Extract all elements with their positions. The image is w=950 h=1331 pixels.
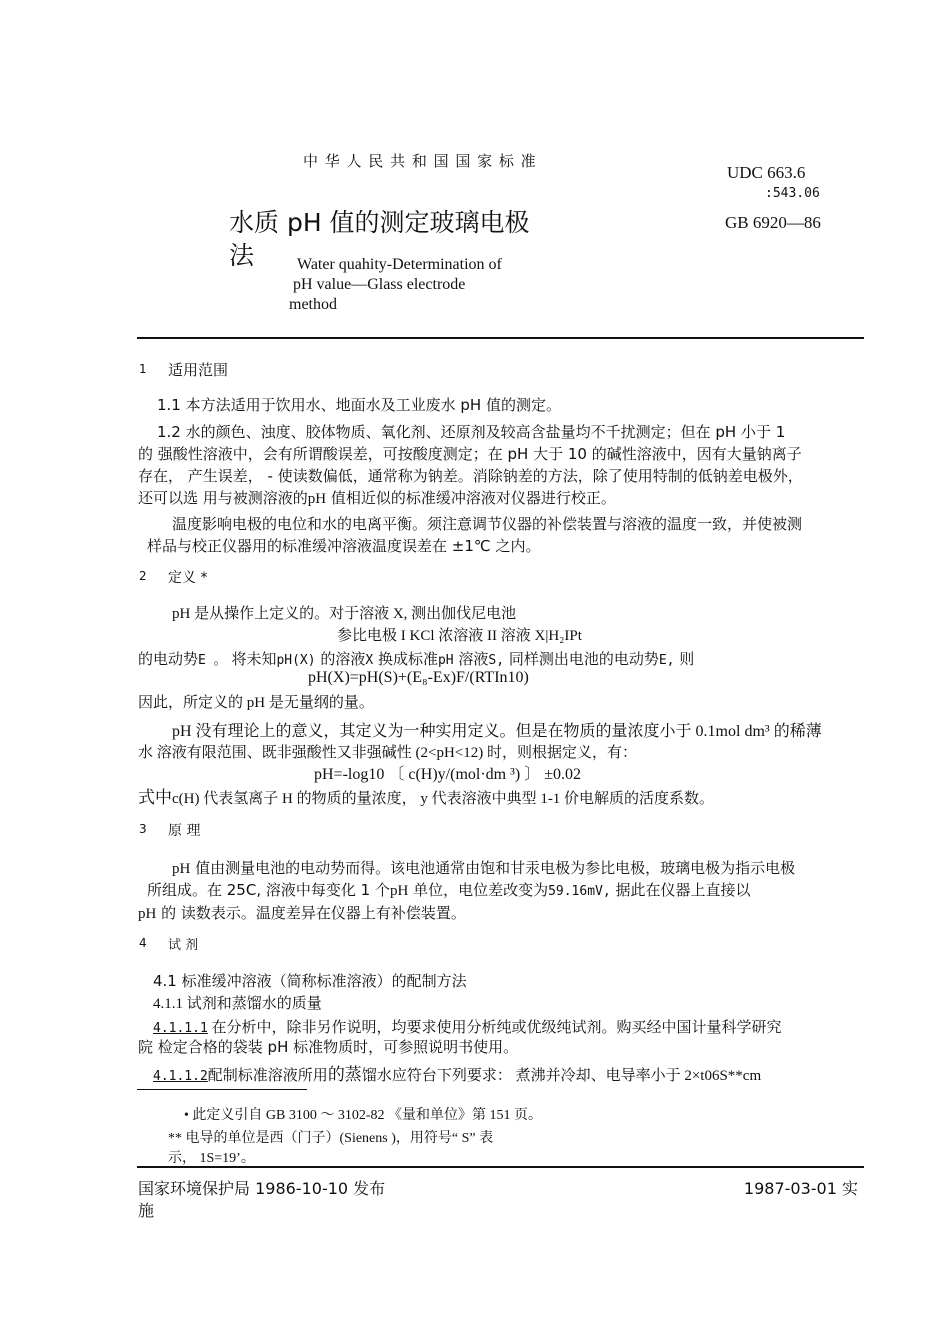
dimensionless-sentence: 因此，所定义的 pH 是无量纲的量。 (138, 695, 374, 711)
title-line-1: 水质 pH 值的测定玻璃电极 (229, 208, 530, 237)
clause-4-1-1-2-c: 馏水应符台下列要求： (361, 1066, 512, 1084)
footnote-1: • 此定义引自 GB 3100 ～ 3102-82 《量和单位》第 151 页。 (184, 1108, 543, 1123)
clause-4-1-1-1-line-1 (153, 1016, 782, 1037)
where-clause (138, 783, 714, 808)
principle-line-2 (147, 879, 750, 900)
practical-definition-line-2: 水 溶液有限范围、既非强酸性又非强碱性 (2<pH<12) 时，则根据定义，有： (138, 745, 637, 761)
clause-4-1-1-1-line-2 (138, 1036, 518, 1057)
principle-line-2-e: 据此在仪器上直接以 (610, 881, 751, 899)
issued-by: 国家环境保护局 1986-10-10 发布 (138, 1179, 386, 1198)
section-2-heading: 定义 * (168, 570, 208, 586)
emf-sentence-e2: 的溶液 (315, 650, 366, 668)
national-standard-label: 中 华 人 民 共 和 国 国 家 标 准 (303, 152, 537, 170)
clause-1-2-line-2: 的 强酸性溶液中，会有所谓酸误差，可按酸度测定；在 pH 大于 10 的碱性溶液中，因有大量钠离子 (138, 445, 802, 463)
emf-sentence-x: X (365, 653, 374, 668)
gb-number: GB 6920—86 (725, 213, 821, 232)
header-rule (137, 337, 864, 339)
emf-sentence-i: 溶液 (453, 650, 489, 668)
where-clause-body: c(H) 代表氢离子 H 的物质的量浓度， y 代表溶液中典型 1-1 价电解质的活度系数。 (172, 791, 715, 807)
clause-4-1-1-2-b: 的蒸 (327, 1065, 362, 1085)
emf-sentence-ph: pH (437, 653, 454, 668)
footnote-rule (137, 1089, 307, 1090)
clause-4-1-1-2 (153, 1060, 761, 1085)
emf-sentence-c: 将未知 (226, 650, 277, 668)
clause-4-1-1: 4.1.1 试剂和蒸馏水的质量 (153, 996, 322, 1012)
clause-1-2-line-3: 存在， 产生误差， - 使读数偏低，通常称为钠差。消除钠差的方法，除了使用特制的低钠差电极外， (138, 467, 803, 485)
clause-4-1-1-1-line-2-a: 院 (138, 1040, 154, 1056)
footer-rule (137, 1166, 864, 1168)
emf-sentence-a: 的电动势 (138, 650, 199, 668)
formula-ph-x: pH(X)=pH(S)+(E₈-Ex)F/(RTIn10) (308, 669, 529, 686)
emf-sentence-e: E 。 (198, 653, 227, 668)
principle-line-3-ph: pH (138, 906, 157, 922)
principle-line-1-text: 值由测量电池的电动势而得。该电池通常由饱和甘汞电极为参比电极，玻璃电极为指示电极 (190, 859, 796, 877)
clause-4-1-1-2-a: 配制标准溶液所用 (207, 1068, 328, 1084)
principle-line-2-c: 单位，电位差改变为 (408, 881, 549, 899)
footnote-2-line-2: 示， 1S=19’。 (168, 1151, 255, 1166)
section-3-number: 3 (139, 822, 147, 836)
footnote-2-line-1: ** 电导的单位是西（门子）(Sienens )，用符号“ S” 表 (168, 1131, 494, 1146)
clause-1-2-line-4-a: 还可以选 用与被测溶液的 (138, 489, 308, 507)
english-title-line-1: Water quahity-Determination of (297, 256, 502, 273)
principle-line-2-ph: pH (389, 883, 409, 899)
clause-1-2-line-1: 1.2 水的颜色、浊度、胶体物质、氧化剂、还原剂及较高含盐量均不千扰测定；但在 pH 小于 1 (157, 423, 786, 441)
clause-4-1: 4.1 标准缓冲溶液（简称标准溶液）的配制方法 (153, 972, 467, 990)
clause-4-1-1-2-number: 4.1.1.2 (153, 1069, 208, 1084)
principle-line-2-a: 所组成。在 25C, 溶液中每变化 1 个 (147, 881, 390, 899)
section-2-number: 2 (139, 569, 147, 583)
udc-code: UDC 663.6 (727, 163, 806, 182)
emf-sentence-g: 换成标准 (373, 650, 438, 668)
section-3-heading: 原 理 (168, 823, 201, 839)
clause-1-2-line-4-c: 值相近似的标准缓冲溶液对仪器进行校正。 (326, 489, 616, 507)
practical-definition-line-1: pH 没有理论上的意义，其定义为一种实用定义。但是在物质的量浓度小于 0.1mol dm³ 的稀薄 (172, 723, 822, 740)
principle-line-3 (138, 902, 466, 923)
emf-sentence-phx: pH(X) (276, 653, 316, 668)
clause-1-2-line-4 (138, 487, 616, 508)
english-title-line-3: method (289, 296, 337, 313)
principle-line-1 (172, 857, 795, 878)
principle-line-1-ph: pH (172, 861, 191, 877)
title-line-2: 法 (229, 241, 255, 270)
where-clause-lead: 式中 (138, 788, 172, 807)
emf-sentence-s: S, (488, 653, 505, 668)
temperature-note-line-1: 温度影响电极的电位和水的电离平衡。须注意调节仪器的补偿装置与溶液的温度一致，并使被测 (172, 515, 803, 533)
section-4-number: 4 (139, 936, 147, 950)
temperature-note-line-2: 样品与校正仪器用的标准缓冲溶液温度误差在 ±1℃ 之内。 (147, 537, 541, 555)
clause-1-1: 1.1 本方法适用于饮用水、地面水及工业废水 pH 值的测定。 (157, 396, 561, 414)
galvanic-cell-notation: 参比电极 I KCl 浓溶液 II 溶液 X|H₂IPt (337, 628, 582, 644)
issued-by-line-2: 施 (138, 1201, 155, 1220)
clause-4-1-1-1-number: 4.1.1.1 (153, 1021, 208, 1036)
section-4-heading: 试 剂 (168, 938, 199, 953)
emf-sentence-m: 则 (674, 650, 695, 668)
principle-line-3-text: 的 读数表示。温度差异在仪器上有补偿装置。 (156, 904, 466, 922)
udc-subcode: :543.06 (765, 186, 820, 201)
principle-line-2-mv: 59.16mV, (548, 884, 611, 899)
clause-4-1-1-1-line-2-b: 检定合格的袋装 pH 标准物质时，可参照说明书使用。 (153, 1038, 519, 1056)
section-1-number: 1 (139, 362, 147, 376)
clause-4-1-1-1-text: 在分析中，除非另作说明，均要求使用分析纯或优级纯试剂。购买经中国计量科学研究 (207, 1020, 782, 1036)
english-title-line-2: pH value—Glass electrode (293, 276, 466, 293)
emf-sentence-k: 同样测出电池的电动势 (504, 650, 659, 668)
clause-1-2-line-4-ph: pH (307, 491, 327, 507)
emf-sentence (138, 648, 694, 669)
formula-ph-log: pH=-log10 〔 c(H)y/(mol·dm ³) 〕 ±0.02 (314, 766, 582, 783)
section-1-heading: 适用范围 (168, 361, 229, 379)
definition-paragraph: pH 是从操作上定义的。对于溶液 X, 测出伽伐尼电池 (172, 606, 517, 622)
clause-4-1-1-2-d: 煮沸并冷却、电导率小于 2×t06S**cm (511, 1068, 762, 1084)
emf-sentence-e3: E, (658, 653, 675, 668)
effective-date: 1987-03-01 实 (743, 1179, 858, 1198)
